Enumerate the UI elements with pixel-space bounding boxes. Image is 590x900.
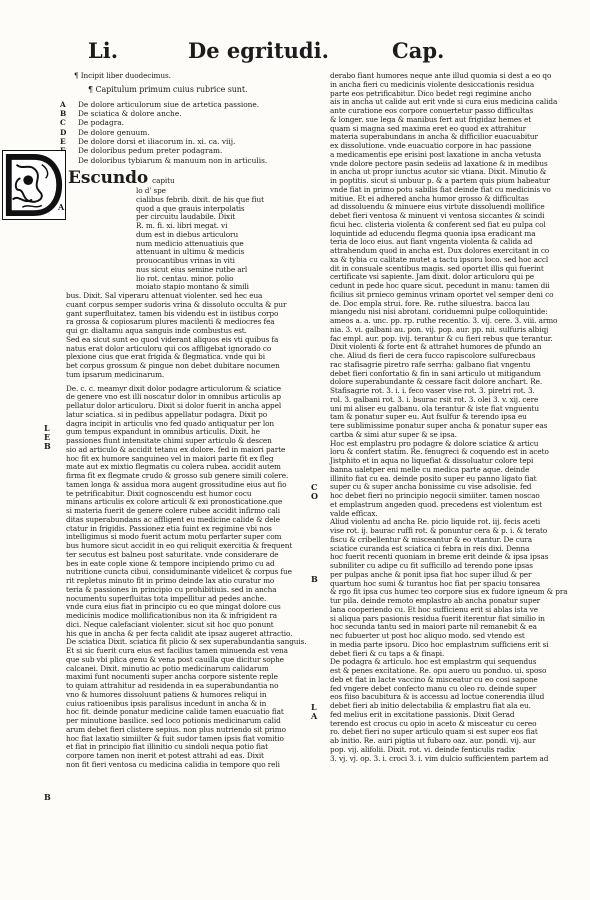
text-line: fed vngere debet confecto manu cu oleo ro. deinde super: [330, 683, 537, 693]
text-line: attenuant in ultimu & medicis: [136, 247, 245, 257]
text-line: debet fieri ab initio delectabilia & emplastru fiat ala eu.: [330, 701, 531, 710]
contents-item: [60, 137, 298, 147]
text-line: qui gr. dialtamu aqua sanguis inde combustus est.: [66, 326, 247, 336]
text-line: in ancha fieri cu medicinis violente desiccationis residua: [330, 79, 535, 89]
text-line: rol. 3. galbani rot. 3. i. bsurac rsit rot. 3. olei 3. v. xij. cere: [330, 394, 539, 404]
text-line: attrahendum quod in ancha est. Dux dolores exercitant in co: [330, 246, 550, 255]
margin-letter: B: [311, 574, 318, 584]
contents-letter: E: [60, 137, 66, 147]
opening-line: [66, 170, 298, 187]
text-line: a medicamentis epe erisini post laxatione in ancha vetusta: [330, 149, 542, 159]
text-line: ab initio. Re. auri pigtia ut fubaro oaz. aur. pondi. vij. aur: [330, 736, 536, 745]
text-line: & rgo fit ipsa cus humec teo corpore sius ex fudore igneum & pra: [330, 587, 568, 597]
text-line: intelligimus si modo fuerit actum motu perfarter super com: [66, 532, 282, 542]
left-column: [60, 71, 307, 892]
margin-letter: L: [311, 702, 317, 712]
text-line: certificate vsi sapiente. Jam dixit. dolor articuloru qui pe: [330, 272, 535, 282]
text-line: lana cooperiendo cu. Et hoc sufficienu erit si ablas ista ve: [330, 604, 538, 614]
text-line: moiato stapio montano & simili: [136, 282, 249, 292]
margin-letter: C: [311, 482, 318, 492]
text-line: gant superfluitatez. tamen bis videndu est in iistibus corpo: [66, 308, 279, 318]
text-line: in poptitis. sicut si unbuur p. & a partem quis pium habeatur: [330, 176, 550, 185]
text-line: bes in eate cople xione & tempore incipiendo primo cu ad: [66, 558, 275, 568]
text-line: si materia fuerit de genere colere rubee accidit infirmo cali: [66, 506, 281, 516]
contents-item: [60, 99, 298, 109]
text-line: Aliud violentu ad ancha Re. picio liquide rot. iij. fecis aceti: [330, 517, 541, 527]
text-line: tam & ponatur super eu. Aut fsulfur & terendo ipsa eu: [330, 412, 527, 422]
text-line: per pulpas anche & ponit ipsa fiat hoc super illud & per: [330, 569, 532, 579]
text-line: rit repletus minuto fit in primo deinde lax atio curatur mo: [66, 576, 275, 586]
text-line: parte eos petrificabitur. Dico bedet regi regimine ancho: [330, 88, 532, 98]
text-line: Dixit violenti & forte ent & attrahet humores de pfundo an: [330, 342, 542, 352]
contents-item: [60, 127, 298, 137]
text-line: cialibus febrib. dixit. de his que fiut: [136, 194, 264, 204]
text-line: debet fieri & cu taps a & finapi.: [330, 648, 445, 658]
text-line: est & penes excitatione. Re. opu auero uu ponduo. ui. sposo: [330, 666, 547, 675]
text-line: Jistphito et in aqua no liquefiat & dissoluatur colore tepi: [330, 456, 534, 465]
text-line: tamen longa & assidua mora augent grossitudine eius aut fio: [66, 479, 287, 489]
text-line: Hoc est emplastru pro podagre & dolore sciatice & articu: [330, 438, 539, 448]
text-line: quod a que grauis interpolatis: [136, 203, 245, 213]
text-line: in media parte ipsoru. Dico hoc emplastrum sufficiens erit si: [330, 639, 549, 649]
contents-letter: D: [60, 127, 67, 137]
text-line: De. c. c. meamyr dixit dolor podagre articulorum & sciatice: [66, 383, 282, 393]
text-line: vnde dolore pectore pasin sedeiis ad laxatione & in medibus: [330, 158, 548, 168]
text-line: uni mi aliser eu galbanu. ola terantur & iste fiat vnguentu: [330, 403, 539, 413]
text-line: hoc fit. deinde ponatur medicine calide tamen euacuatio fiat: [66, 707, 284, 717]
text-line: tum ipsarum medicinarum.: [66, 369, 165, 379]
contents-text: De podagra.: [78, 118, 124, 128]
text-line: passiones fiunt intensitate chimi super articulo & descen: [66, 436, 272, 446]
contents-letter: A: [60, 99, 66, 109]
text-line: natus erat dolor articuloru qui cos affligebat ignorado co: [66, 343, 272, 353]
margin-letters-right-a: [311, 483, 318, 501]
text-line: medicinis modice mollificationibus non ita & infrigident ra: [66, 611, 278, 621]
text-line: vno & humores dissoluunt patiens & humores reliqui in: [66, 689, 267, 699]
text-line: gum tempus expandunt in omnibus articulis. Dixit. he: [66, 427, 260, 437]
text-line: sio ad articulo & accidit tetanu ex dolore. fed in maiori parte: [66, 444, 286, 454]
text-line: latur sciatica. si in pedibus appellatur podagra. Dixit po: [66, 409, 268, 419]
text-line: lio rot. centau. minor. polio: [136, 273, 234, 283]
text-line: banna ualetper eni melle cu medica parte aque. deinde: [330, 464, 530, 474]
margin-letter: L: [44, 423, 50, 433]
text-line: et fiat in principio fiat illinitio cu sindoli nequa potio fiat: [66, 742, 268, 752]
text-line: ais in ancha ut calide aut erit vnde si cura eius medicina calida: [330, 97, 558, 107]
text-line: maximi funt nocumenti super ancha corpore sistente reple: [66, 672, 278, 682]
contents-text: De sciatica & dolore anche.: [78, 108, 182, 118]
text-line: dagra incipit in articulis vno fed quado antiquatur per lon: [66, 418, 274, 428]
contents-text: De doloribus pedum preter podagram.: [78, 146, 223, 156]
text-line: Sed ea sicut sunt eo quod viderant aliquos eis vti quibus fa: [66, 334, 279, 344]
text-line: ditas superabundans ac affligent eu medicine calide & dele: [66, 514, 281, 524]
text-line: ctatur in frigidis. Passionez etia fuint ex regimine vbi nos: [66, 523, 272, 533]
text-line: fac empl. aur. pop. ivij. terantur & cu fieri rebus que terantur.: [330, 333, 553, 343]
margin-letter: A: [58, 202, 65, 212]
contents-letter: B: [60, 108, 67, 118]
text-line: teria de loco eius. aut fiant vngenta violenta & calida ad: [330, 237, 533, 247]
text-line: & longer. sue lega & manibus fert aut frigidaz hemes et: [330, 114, 532, 124]
text-line: quartum hoc sumi & turantus hoc fiat per spaciu tonsarea: [330, 578, 541, 588]
contents-text: De dolore dorsi et iliacorum in. xi. ca. viij.: [78, 137, 236, 147]
text-line: quam si magna sed maxima eret eo quod ex attrahitur: [330, 123, 527, 133]
text-line: debet fieri ventosa & minuent vi ventosa siccantes & scindi: [330, 211, 545, 220]
contents-text: De dolore articulorum siue de artetica passione.: [78, 99, 260, 109]
contents-letter: C: [60, 118, 66, 128]
text-line: dolore superabundante & cessare facit dolore anchart. Re.: [330, 377, 543, 387]
text-line: nus sicut eius semine rutbe arl: [136, 264, 248, 274]
margin-letters-right-b: [311, 575, 318, 584]
chapter-label: Cap.: [392, 38, 445, 63]
text-line: materia superabundans in ancha & difficilior euacuabitur: [330, 132, 538, 142]
margin-letters-left-c: [44, 793, 51, 802]
margin-letter: B: [44, 441, 51, 451]
running-head: [0, 38, 590, 70]
text-line: loru & confert statim. Re. fenugreci & coquendo est in aceto: [330, 447, 549, 457]
right-column: [330, 71, 568, 892]
text-line: che. Aliud ds fieri de cera fucco rapiscolore sulfurecbaus: [330, 351, 536, 360]
text-line: deb et fiat in lacte vaccino & misceatur cu eo cosi sapone: [330, 674, 538, 684]
text-line: vise rot. ij. baurac ruffi rot. & ponuntur cera & p. i. & terato: [330, 526, 548, 535]
text-line: cuius ratioenibus ipsis paralisus incedunt in ancha & in: [66, 698, 267, 708]
text-line: ante curatione eos corpore conuertetur passo difficultas: [330, 106, 534, 115]
text-line: super cu & super ancha bonissime cu vise adsolisie. fed: [330, 482, 532, 492]
text-line: de. Doc empla strui. fore. Re. ruthe siluestra. bacca lau: [330, 298, 530, 308]
text-line: R. m. fi. xi. libri megat. vi: [136, 221, 228, 231]
text-line: bus humore sicut accidit in eo qui reliquit exercitia & frequent: [66, 541, 293, 551]
text-line: to quiam attrahitur ad residenda in ea superabundantia no: [66, 681, 279, 691]
text-line: hoc secunda tantu sed in maiori parte nil remanebit & ea: [330, 622, 537, 632]
margin-letter: E: [44, 432, 51, 442]
paragraph-1: [66, 301, 298, 380]
margin-letter: O: [311, 491, 318, 501]
text-line: tere sublimissime ponatur super ancha & ponatur super eas: [330, 421, 548, 430]
text-line: vnde fiat in primo potu sabilis fiat deinde fiat cu medicinis vo: [330, 184, 551, 194]
text-line: tur pila. deinde remoto emplastro ab ancha ponatur super: [330, 596, 541, 605]
text-line: plexione cius que erat frigida & flegmatica. vnde qui bi: [66, 352, 265, 362]
text-line: cuant corpus semper sudoris vrina & dissoluto occulta & pur: [66, 299, 287, 309]
text-line: prouocantibus vrinas in viti: [136, 256, 235, 266]
text-line: num medicio attenuatiuis que: [136, 238, 244, 248]
contents-item: [60, 118, 298, 128]
contents-text: De doloribus tybiarum & manuum non in articulis.: [78, 155, 268, 165]
contents-text: De dolore genuum.: [78, 127, 150, 137]
text-line: lo d' spe: [136, 186, 166, 196]
text-line: De sciatica Dixit. sciatica fit plicio & sex superabundantia sanguis.: [66, 637, 307, 647]
text-line: vnde cura eius fiat in principio cu eo que mingat dolore cus: [66, 602, 281, 612]
chapter-rubric: ¶ Capitulum primum cuius rubrice sunt.: [88, 84, 248, 94]
contents-list: [60, 99, 298, 166]
text-line: minans articulis ex colore articuli & exi pronosticatione.que: [66, 497, 283, 507]
text-line: hoc fit ex humore sanguineo vel in maiori parte fit ex fleg: [66, 453, 274, 463]
margin-letter: B: [44, 792, 51, 802]
text-line: bet corpus grossum & pingue non debet dubitare nocumen: [66, 361, 280, 371]
text-line: ficui hec. clisteria violenta & conferent sed fiat eu pulpa col: [330, 219, 546, 229]
text-line: derabo fiant humores neque ante illud quomia si dest a eo qo: [330, 71, 552, 80]
text-line: terendo est crocus cu opio in aceto & misceatur cu cereo: [330, 718, 537, 728]
text-line: mate aut ex mixtio flegmatis cu colera rubea. accidit autem: [66, 462, 281, 472]
text-line: firma fit ex flegmate crudo & grosso sub genere simili colere.: [66, 471, 289, 481]
text-line: ficilius sit prnieco geminus vrinam oportet vel semper deni co: [330, 289, 554, 299]
text-line: teria & passiones in principio cu prohibitiuis. sed in ancha: [66, 584, 277, 594]
contents-item: [66, 146, 298, 155]
ornate-initial-D-icon: [3, 151, 65, 219]
text-line: fiscu & cribellentur & misceantur & eo vtantur. De cura: [330, 534, 532, 544]
text-line: Stafisagrie rot. 3. i. i. feco vaser vise rot. 3. piretri rot. 3.: [330, 386, 535, 395]
text-line: de genere vno est illi noscatur dolor in omnibus articulis ap: [66, 392, 281, 402]
text-line: debet fieri confortatio & fin in sani articulo ut mitigandum: [330, 368, 541, 378]
text-line: calcanei. Dixit. minutio ac potio medicinarum calidarum: [66, 663, 269, 673]
text-line: ra grossa & copiosarum plures macilenti & mediocres fea: [66, 317, 275, 327]
text-line: per minutione basilice. sed loco potionis medicinarum calid: [66, 716, 281, 726]
text-line: non fit fieri ventosa cu medicina calidia in tempore quo reli: [66, 759, 280, 769]
text-line: miangedu nisi nisi abrotani. coriduemni pulpe colloquintide:: [330, 307, 548, 317]
text-line: hoc fuerit recenti quoniam in breme erit deinde & ipsa ipsas: [330, 552, 549, 562]
text-line: si aliqua pars pasionis residua fuerit iterentur fiat similio in: [330, 613, 545, 623]
text-line: in ancha ut propr iunctus acutor sic vtiana. Dixit. Minutio &: [330, 167, 547, 177]
opening-word: Escundo: [68, 168, 149, 189]
opening-paragraph: [66, 170, 298, 301]
text-line: cartba & simi atur super & se ipsa.: [330, 429, 457, 439]
text-line: De podagra & articulo. hoc est emplastrm qui sequendus: [330, 657, 537, 667]
text-line: pop. vij. alifolii. Dixit. rot. vi. deinde fenticulis radix: [330, 744, 516, 754]
text-line: xa & tybia cu calitate mutet a tactu ipsoru loco. sed hoc accl: [330, 254, 549, 264]
margin-letters-left-a: [58, 203, 64, 212]
ornate-initial: [2, 150, 66, 220]
text-line: que sub vbi plica genu & vena post cauilla que dicitur sophe: [66, 654, 284, 664]
text-line: cedunt in pede hoc quare sicut. pecedunt in manu: tamen dii: [330, 281, 550, 290]
text-line: mitiue. Et ei adhered ancha humor grosso & difficultas: [330, 193, 529, 203]
text-line: et emplastrum angeden quod. precedens est violentum est: [330, 499, 542, 509]
text-line: his que in ancha & per fecta calidit ate ipsaz augeret attractio.: [66, 628, 293, 638]
text-line: loquintide ad educendu flegma quonia ipsa eradicant ma: [330, 228, 536, 238]
paragraph-2: [66, 383, 307, 770]
text-line: sciatice curanda est sciatica ci febra in reis dixi. Denna: [330, 543, 530, 553]
margin-letters-right-c: [311, 703, 317, 721]
text-line: subniliter cu adipe cu fit sufficillo ad terendo pone ipsas: [330, 561, 533, 570]
text-line: hoc fiat laxatio simiilter & fuit sudor tamen ipsis fiat vomitio: [66, 733, 284, 743]
text-line: nec fubuerter ut post hoc aliquo modo. sed vtendo est: [330, 631, 525, 640]
text-line: 3. vj. vj. op. 3. i. croci 3. i. vim dulcio sufficientem partem ad: [330, 753, 549, 763]
text-line: nia. 3. vi. galbani au. pon. vij. pop. aur. pp. nii. sulfuris albiqj: [330, 324, 549, 334]
text-line: rac stafisagrie piretro rafe serrha: galbano fiat vngentu: [330, 359, 531, 369]
text-line: corpore tamen non inerit et potest attrahi ad eas. Dixit: [66, 751, 264, 761]
margin-letter: A: [311, 711, 318, 721]
text-line: dit in consuale scentibus magis. sed oportet illis qui fuerint: [330, 263, 544, 273]
text-line: fed melius erit in excitatione passionis. Dixit Gerad: [330, 709, 515, 719]
text-line: ro. debet fieri no super articulo quam si est super eos fiat: [330, 727, 538, 737]
text-line: ameos a. a. unc. pp. rp. ruthe recentio. 3. vij. cere. 3. viii. armo: [330, 316, 558, 325]
text-line: nutritione cuncta cibui. considuminante videlicet & corpus fue: [66, 567, 292, 577]
incipit: ¶ Incipit liber duodecimus.: [74, 71, 171, 80]
margin-letters-left-b: [44, 424, 51, 451]
text-line: Et si sic fuerit cura eius est facilius tamen minuenda est vena: [66, 646, 288, 656]
contents-item: [60, 108, 298, 118]
text-line: nocumentu superfluitas tota impellitur ad pedes anche.: [66, 593, 267, 603]
text-line: dici. Neque calefaciant violenter. sicut sit hoc quo ponunt: [66, 619, 274, 629]
text-line: ad dissoluendu & minuere eius virtute dissoluendi mollifice: [330, 202, 545, 212]
text-line: arum debet fieri clistere sepius. non plus nutriendo sit primo: [66, 724, 286, 734]
running-title: De egritudi.: [188, 38, 329, 63]
opening-line-text: capitu: [152, 176, 175, 186]
folio-number: Li.: [88, 38, 119, 63]
text-line: ex dissolutione. vnde euacuatio corpore in hac passione: [330, 141, 532, 150]
contents-item: [66, 156, 298, 165]
text-line: bus. Dixit. Sal viperaru attenuat violenter. sed hec eua: [66, 291, 263, 301]
text-line: hoc debet fieri no principio negocii simiiter. tamen noscao: [330, 491, 540, 500]
text-line: valde efficax.: [330, 508, 378, 518]
text-line: dum est in diebus articuloru: [136, 229, 239, 239]
text-line: per circuitu laudabile. Dixit: [136, 212, 236, 222]
text-line: pellatur dolor articuloru. Dixit si dolor fuerit in ancha appel: [66, 401, 282, 411]
text-line: eos fiiso bacubitura & is accessu ad loctue conerendia illud: [330, 692, 545, 702]
text-line: ter secutus est balneu post saturitate. vnde considerare de: [66, 549, 279, 559]
text-line: illinito fiat cu ea. deinde posito super eu panno ligato fiat: [330, 473, 537, 483]
text-line: te petrificabitur. Dixit cognoscendu est humor cocu: [66, 488, 252, 498]
